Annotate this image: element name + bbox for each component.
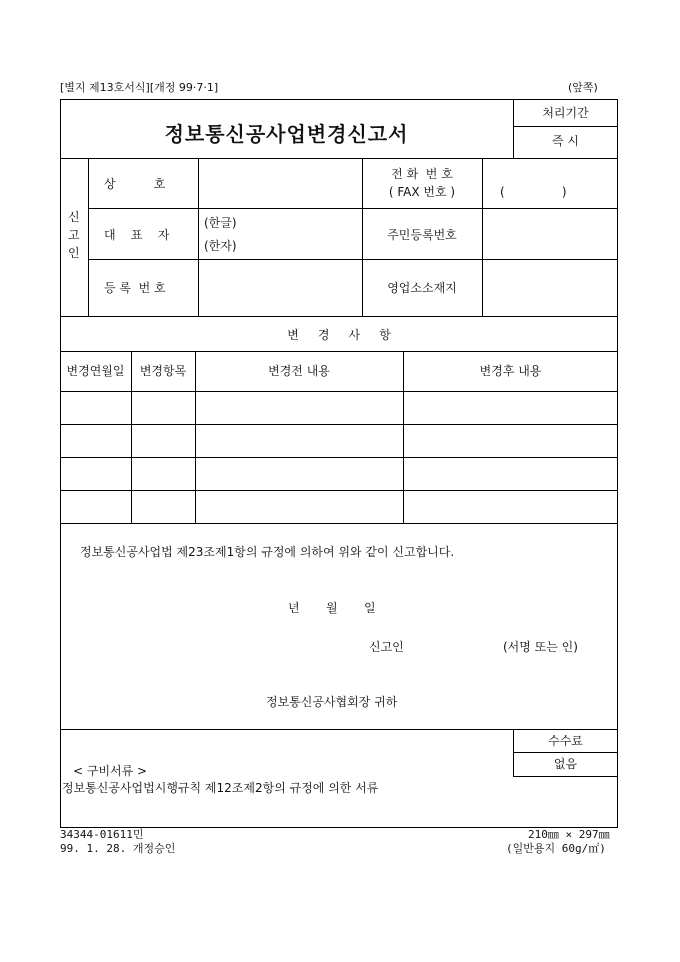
declaration-text: 정보통신공사업법 제23조제1항의 규정에 의하여 위와 같이 신고합니다. xyxy=(80,545,455,559)
resident-number-label: 주민등록번호 xyxy=(387,228,457,242)
form-title: 정보통신공사업변경신고서 xyxy=(164,122,409,146)
divider xyxy=(60,316,618,317)
registration-number-field[interactable] xyxy=(199,260,361,315)
fax-label: ( FAX 번호 ) xyxy=(388,185,456,199)
paper-size: 210㎜ × 297㎜ xyxy=(528,828,610,841)
approval-date: 99. 1. 28. 개정승인 xyxy=(60,842,176,855)
fee-label: 수수료 xyxy=(548,734,583,748)
attachments-item: 정보통신공사업법시행규칙 제12조제2항의 규정에 의한 서류 xyxy=(62,781,379,795)
page-side: (앞쪽) xyxy=(568,81,598,94)
table-row[interactable] xyxy=(61,392,617,423)
processing-period-label: 처리기간 xyxy=(542,106,589,120)
form-number: [별지 제13호서식][개정 99·7·1] xyxy=(60,81,219,94)
divider xyxy=(513,752,618,753)
table-row[interactable] xyxy=(61,491,617,522)
reporter-label-2: 고 xyxy=(68,228,80,242)
divider xyxy=(513,126,618,127)
signature-field[interactable]: (서명 또는 인) xyxy=(503,640,578,654)
column-header: 변경항목 xyxy=(139,364,187,378)
reporter-label-1: 신 xyxy=(68,210,80,224)
date-year[interactable]: 년 xyxy=(288,601,300,615)
phone-field[interactable]: ( ) xyxy=(500,185,567,199)
divider xyxy=(88,158,89,316)
date-day[interactable]: 일 xyxy=(364,601,376,615)
processing-period-value: 즉 시 xyxy=(552,134,579,148)
phone-label: 전 화 번 호 xyxy=(391,167,453,181)
name-hanja-field[interactable]: (한자) xyxy=(204,239,237,253)
resident-number-field[interactable] xyxy=(483,209,617,258)
paper-type: (일반용지 60g/㎡) xyxy=(506,842,606,855)
form-code: 34344-01611민 xyxy=(60,828,144,841)
reporter-signature-label: 신고인 xyxy=(369,640,404,654)
changes-section-title: 변 경 사 항 xyxy=(287,328,391,342)
company-name-label: 상 호 xyxy=(104,177,166,191)
business-address-field[interactable] xyxy=(483,260,617,315)
business-address-label: 영업소소재지 xyxy=(387,281,457,295)
date-month[interactable]: 월 xyxy=(326,601,338,615)
divider xyxy=(513,776,618,777)
name-hangul-field[interactable]: (한글) xyxy=(204,216,237,230)
reporter-label-3: 인 xyxy=(68,246,80,260)
divider xyxy=(60,523,618,524)
divider xyxy=(60,351,618,352)
fee-value: 없음 xyxy=(553,757,578,771)
divider xyxy=(60,729,618,730)
table-row[interactable] xyxy=(61,458,617,489)
registration-number-label: 등 록 번 호 xyxy=(104,281,166,295)
company-name-field[interactable] xyxy=(199,159,361,207)
column-header: 변경전 내용 xyxy=(268,364,330,378)
addressee: 정보통신공사협회장 귀하 xyxy=(266,695,398,709)
attachments-title: < 구비서류 > xyxy=(73,764,148,778)
table-row[interactable] xyxy=(61,425,617,456)
representative-label: 대 표 자 xyxy=(104,228,170,242)
column-header: 변경후 내용 xyxy=(479,364,542,378)
column-header: 변경연월일 xyxy=(66,364,125,378)
